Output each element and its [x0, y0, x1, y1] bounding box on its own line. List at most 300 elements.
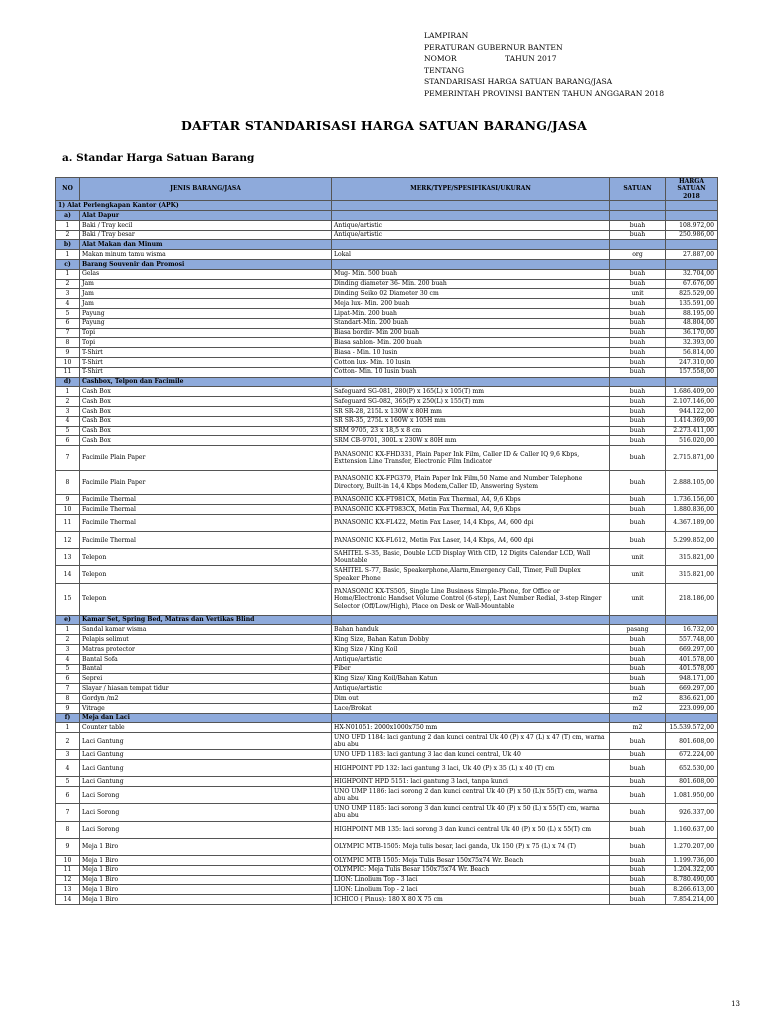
- cell-merk: SRM CB-9701, 300L x 230W x 80H mm: [332, 436, 610, 446]
- category-no: d): [56, 377, 80, 387]
- cell-no: 1: [56, 625, 80, 635]
- cell-satuan: buah: [610, 777, 666, 787]
- table-row: [56, 645, 718, 655]
- table-row: [56, 684, 718, 694]
- cell-satuan: buah: [610, 635, 666, 645]
- cell-merk: HIGHPOINT HPD 5151: laci gantung 3 laci, tanpa kunci: [332, 777, 610, 787]
- cell-satuan: buah: [610, 436, 666, 446]
- cell-no: 2: [56, 397, 80, 407]
- cell-satuan: unit: [610, 289, 666, 299]
- cell-no: 6: [56, 436, 80, 446]
- cell-harga: 67.676,00: [666, 279, 718, 289]
- cell-satuan: buah: [610, 406, 666, 416]
- empty-cell: [666, 240, 718, 250]
- table-row: [56, 406, 718, 416]
- cell-merk: PANASONIC KX-FHD331, Plain Paper Ink Film, Caller ID & Caller IQ 9,6 Kbps, Exttension Line Transfer, Electronic Film Indicator: [332, 446, 610, 471]
- cell-satuan: buah: [610, 338, 666, 348]
- cell-merk: Lokal: [332, 250, 610, 260]
- cell-satuan: buah: [610, 760, 666, 777]
- cell-no: 15: [56, 583, 80, 615]
- cell-satuan: buah: [610, 318, 666, 328]
- cell-jenis: Laci Sorong: [80, 787, 332, 804]
- cell-merk: OLYMPIC MTB-1505: Meja tulis besar, laci ganda, Uk 150 (P) x 75 (L) x 74 (T): [332, 838, 610, 855]
- cell-jenis: Facimile Plain Paper: [80, 470, 332, 495]
- cell-satuan: buah: [610, 654, 666, 664]
- header-line: PEMERINTAH PROVINSI BANTEN TAHUN ANGGARAN 2018: [424, 88, 665, 98]
- cell-harga: 557.748,00: [666, 635, 718, 645]
- table-row: [56, 397, 718, 407]
- cell-satuan: buah: [610, 787, 666, 804]
- empty-cell: [666, 211, 718, 221]
- table-row: [56, 674, 718, 684]
- cell-no: 6: [56, 674, 80, 684]
- cell-satuan: buah: [610, 367, 666, 377]
- category-name: Barang Souvenir dan Promosi: [80, 260, 332, 270]
- cell-jenis: Meja 1 Biro: [80, 855, 332, 865]
- table-row: [56, 279, 718, 289]
- empty-cell: [610, 713, 666, 723]
- cell-jenis: Cash Box: [80, 426, 332, 436]
- cell-harga: 2.888.105,00: [666, 470, 718, 495]
- cell-harga: 36.170,00: [666, 328, 718, 338]
- cell-no: 3: [56, 645, 80, 655]
- cell-merk: ICHICO ( Pinus): 180 X 80 X 75 cm: [332, 895, 610, 905]
- header-line: TENTANG: [424, 65, 465, 75]
- category-no: a): [56, 211, 80, 221]
- cell-jenis: Meja 1 Biro: [80, 885, 332, 895]
- cell-merk: Lipat-Min. 200 buah: [332, 308, 610, 318]
- cell-satuan: buah: [610, 230, 666, 240]
- cell-no: 7: [56, 684, 80, 694]
- table-row: [56, 664, 718, 674]
- col-header-satuan: SATUAN: [610, 178, 666, 201]
- table-row: [56, 436, 718, 446]
- cell-merk: King Size, Bahan Katun Dobby: [332, 635, 610, 645]
- table-row: [56, 230, 718, 240]
- cell-jenis: Facimile Thermal: [80, 505, 332, 515]
- cell-jenis: Baki / Tray besar: [80, 230, 332, 240]
- cell-jenis: Facimile Thermal: [80, 532, 332, 549]
- empty-cell: [666, 615, 718, 625]
- cell-merk: UNO UMP 1185: laci sorong 3 dan kunci central Uk 40 (P) x 50 (L) x 55(T) cm, warna abu abu: [332, 804, 610, 821]
- cell-harga: 944.122,00: [666, 406, 718, 416]
- category-no: e): [56, 615, 80, 625]
- cell-satuan: buah: [610, 733, 666, 750]
- cell-jenis: Topi: [80, 328, 332, 338]
- cell-harga: 2.715.871,00: [666, 446, 718, 471]
- cell-no: 6: [56, 318, 80, 328]
- cell-jenis: Cash Box: [80, 406, 332, 416]
- cell-satuan: buah: [610, 308, 666, 318]
- cell-merk: OLYMPIC: Meja Tulis Besar 150x75x74 Wr. Beach: [332, 865, 610, 875]
- cell-no: 11: [56, 367, 80, 377]
- cell-merk: PANASONIC KX-FPG379, Plain Paper Ink Film,50 Name and Number Telephone Directory, Built-in 14,4 Kbps Modem,Caller ID, Answering System: [332, 470, 610, 495]
- cell-no: 1: [56, 220, 80, 230]
- cell-merk: PANASONIC KX-FT981CX, Metin Fax Thermal, A4, 9,6 Kbps: [332, 495, 610, 505]
- cell-jenis: Makan minum tamu wisma: [80, 250, 332, 260]
- col-header-merk: MERK/TYPE/SPESIFIKASI/UKURAN: [332, 178, 610, 201]
- cell-no: 3: [56, 406, 80, 416]
- table-row: [56, 348, 718, 358]
- cell-harga: 1.736.156,00: [666, 495, 718, 505]
- table-row: [56, 416, 718, 426]
- cell-satuan: m2: [610, 723, 666, 733]
- cell-no: 9: [56, 703, 80, 713]
- table-row: [56, 328, 718, 338]
- table-row: [56, 220, 718, 230]
- cell-harga: 223.099,00: [666, 703, 718, 713]
- table-row: [56, 625, 718, 635]
- cell-jenis: T-Shirt: [80, 357, 332, 367]
- empty-cell: [332, 377, 610, 387]
- header-line: LAMPIRAN: [424, 31, 469, 40]
- cell-harga: 801.608,00: [666, 733, 718, 750]
- cell-jenis: Vitrage: [80, 703, 332, 713]
- empty-cell: [610, 260, 666, 270]
- cell-no: 7: [56, 446, 80, 471]
- cell-satuan: org: [610, 250, 666, 260]
- cell-no: 2: [56, 733, 80, 750]
- table-row: [56, 318, 718, 328]
- page-number: 13: [731, 1000, 740, 1008]
- table-row: [56, 694, 718, 704]
- cell-no: 12: [56, 532, 80, 549]
- cell-satuan: buah: [610, 865, 666, 875]
- cell-satuan: buah: [610, 220, 666, 230]
- cell-harga: 108.972,00: [666, 220, 718, 230]
- cell-merk: Dinding Seiko 02 Diameter 30 cm: [332, 289, 610, 299]
- cell-jenis: Matras protector: [80, 645, 332, 655]
- col-header-no: NO: [56, 178, 80, 201]
- cell-jenis: Gelas: [80, 269, 332, 279]
- cell-harga: 32.704,00: [666, 269, 718, 279]
- table-header-row: [56, 178, 718, 201]
- cell-satuan: buah: [610, 895, 666, 905]
- cell-no: 3: [56, 750, 80, 760]
- cell-merk: Biasa - Min. 10 lusin: [332, 348, 610, 358]
- cell-no: 11: [56, 865, 80, 875]
- cell-harga: 801.608,00: [666, 777, 718, 787]
- category-row: [56, 260, 718, 270]
- table-row: [56, 750, 718, 760]
- cell-harga: 15.539.572,00: [666, 723, 718, 733]
- cell-jenis: Laci Gantung: [80, 777, 332, 787]
- cell-jenis: Laci Sorong: [80, 821, 332, 838]
- cell-no: 11: [56, 514, 80, 531]
- cell-no: 9: [56, 495, 80, 505]
- cell-merk: King Size / King Koil: [332, 645, 610, 655]
- col-header-jenis: JENIS BARANG/JASA: [80, 178, 332, 201]
- cell-jenis: Bantal: [80, 664, 332, 674]
- table-row: [56, 733, 718, 750]
- category-no: c): [56, 260, 80, 270]
- empty-cell: [332, 260, 610, 270]
- cell-merk: Cotton lux- Min. 10 lusin: [332, 357, 610, 367]
- category-row: [56, 240, 718, 250]
- table-row: [56, 804, 718, 821]
- cell-merk: Cotton- Min. 10 lusin buah: [332, 367, 610, 377]
- cell-harga: 218.186,00: [666, 583, 718, 615]
- cell-merk: Antique/artistic: [332, 230, 610, 240]
- cell-no: 9: [56, 838, 80, 855]
- cell-satuan: buah: [610, 750, 666, 760]
- cell-harga: 48.804,00: [666, 318, 718, 328]
- cell-no: 7: [56, 804, 80, 821]
- cell-jenis: Bantal Sofa: [80, 654, 332, 664]
- cell-jenis: Jam: [80, 289, 332, 299]
- cell-no: 10: [56, 855, 80, 865]
- cell-merk: Fiber: [332, 664, 610, 674]
- cell-satuan: buah: [610, 505, 666, 515]
- cell-no: 2: [56, 279, 80, 289]
- category-row: [56, 377, 718, 387]
- table-body: [56, 201, 718, 905]
- cell-no: 7: [56, 328, 80, 338]
- cell-satuan: buah: [610, 664, 666, 674]
- cell-merk: Safeguard SG-081, 280(P) x 165(L) x 105(T) mm: [332, 387, 610, 397]
- cell-satuan: m2: [610, 694, 666, 704]
- cell-jenis: Meja 1 Biro: [80, 895, 332, 905]
- table-row: [56, 566, 718, 583]
- cell-jenis: Cash Box: [80, 436, 332, 446]
- cell-harga: 1.414.369,00: [666, 416, 718, 426]
- cell-no: 1: [56, 250, 80, 260]
- table-row: [56, 514, 718, 531]
- empty-cell: [332, 240, 610, 250]
- cell-merk: PANASONIC KX-FL612, Metin Fax Laser, 14,4 Kbps, A4, 600 dpi: [332, 532, 610, 549]
- cell-satuan: buah: [610, 328, 666, 338]
- cell-harga: 2.273.411,00: [666, 426, 718, 436]
- empty-cell: [610, 240, 666, 250]
- cell-satuan: buah: [610, 645, 666, 655]
- cell-harga: 669.297,00: [666, 645, 718, 655]
- table-row: [56, 723, 718, 733]
- cell-merk: HIGHPOINT MB 135: laci sorong 3 dan kunci central Uk 40 (P) x 50 (L) x 55(T) cm: [332, 821, 610, 838]
- cell-jenis: Meja 1 Biro: [80, 875, 332, 885]
- table-row: [56, 760, 718, 777]
- empty-cell: [332, 713, 610, 723]
- cell-harga: 135.591,00: [666, 299, 718, 309]
- cell-merk: SR SR-35, 275L x 160W x 105H mm: [332, 416, 610, 426]
- cell-satuan: buah: [610, 357, 666, 367]
- table-row: [56, 821, 718, 838]
- cell-merk: LION: Linolium Top - 2 laci: [332, 885, 610, 895]
- empty-cell: [610, 377, 666, 387]
- cell-jenis: Meja 1 Biro: [80, 865, 332, 875]
- cell-no: 2: [56, 230, 80, 240]
- cell-merk: SAHITEL S-77, Basic, Speakerphone,Alarm,Emergency Call, Timer, Full Duplex Speaker Phone: [332, 566, 610, 583]
- cell-jenis: Facimile Plain Paper: [80, 446, 332, 471]
- table-row: [56, 895, 718, 905]
- category-row: [56, 211, 718, 221]
- table-row: [56, 787, 718, 804]
- cell-satuan: buah: [610, 416, 666, 426]
- cell-no: 10: [56, 357, 80, 367]
- cell-satuan: buah: [610, 348, 666, 358]
- table-row: [56, 549, 718, 566]
- document-title: DAFTAR STANDARISASI HARGA SATUAN BARANG/JASA: [180, 118, 588, 133]
- cell-satuan: buah: [610, 684, 666, 694]
- nomor-label: NOMOR: [424, 54, 457, 64]
- cell-satuan: m2: [610, 703, 666, 713]
- empty-cell: [610, 211, 666, 221]
- table-row: [56, 387, 718, 397]
- table-row: [56, 426, 718, 436]
- cell-satuan: buah: [610, 387, 666, 397]
- cell-jenis: T-Shirt: [80, 348, 332, 358]
- table-row: [56, 875, 718, 885]
- cell-jenis: Payung: [80, 308, 332, 318]
- cell-harga: 1.686.409,00: [666, 387, 718, 397]
- cell-no: 6: [56, 787, 80, 804]
- cell-merk: Dim out: [332, 694, 610, 704]
- cell-satuan: buah: [610, 269, 666, 279]
- cell-harga: 672.224,00: [666, 750, 718, 760]
- table-row: [56, 865, 718, 875]
- cell-satuan: unit: [610, 566, 666, 583]
- cell-merk: Antique/artistic: [332, 220, 610, 230]
- cell-merk: Meja lux- Min. 200 buah: [332, 299, 610, 309]
- cell-satuan: buah: [610, 838, 666, 855]
- cell-merk: PANASONIC KX-FL422, Metin Fax Laser, 14,4 Kbps, A4, 600 dpi: [332, 514, 610, 531]
- cell-jenis: Seprei: [80, 674, 332, 684]
- cell-harga: 1.199.736,00: [666, 855, 718, 865]
- cell-merk: HIGHPOINT PD 132: laci gantung 3 laci, Uk 40 (P) x 35 (L) x 40 (T) cm: [332, 760, 610, 777]
- cell-harga: 4.367.189,00: [666, 514, 718, 531]
- empty-cell: [666, 377, 718, 387]
- cell-harga: 27.887,00: [666, 250, 718, 260]
- table-row: [56, 338, 718, 348]
- price-table: [55, 177, 718, 905]
- cell-merk: OLYMPIC MTB 1505: Meja Tulis Besar 150x75x74 Wr. Beach: [332, 855, 610, 865]
- cell-harga: 825.529,00: [666, 289, 718, 299]
- category-no: f): [56, 713, 80, 723]
- cell-no: 2: [56, 635, 80, 645]
- cell-merk: PANASONIC KX-FT983CX, Metin Fax Thermal, A4, 9,6 Kbps: [332, 505, 610, 515]
- nomor-value: TAHUN 2017: [505, 54, 557, 64]
- cell-no: 4: [56, 416, 80, 426]
- table-row: [56, 308, 718, 318]
- category-name: Cashbox, Telpon dan Facimile: [80, 377, 332, 387]
- table-row: [56, 250, 718, 260]
- cell-jenis: Facimile Thermal: [80, 495, 332, 505]
- header-nomor: [424, 53, 664, 65]
- cell-harga: 1.160.637,00: [666, 821, 718, 838]
- cell-satuan: buah: [610, 875, 666, 885]
- cell-harga: 247.310,00: [666, 357, 718, 367]
- table-row: [56, 289, 718, 299]
- table-row: [56, 269, 718, 279]
- cell-jenis: Facimile Thermal: [80, 514, 332, 531]
- cell-no: 3: [56, 289, 80, 299]
- cell-jenis: Payung: [80, 318, 332, 328]
- cell-harga: 401.578,00: [666, 664, 718, 674]
- cell-merk: SAHITEL S-35, Basic, Double LCD Display With CID, 12 Digits Calendar LCD, Wall Mountable: [332, 549, 610, 566]
- cell-no: 5: [56, 426, 80, 436]
- cell-merk: SR SR-28, 215L x 130W x 80H mm: [332, 406, 610, 416]
- col-header-harga: HARGA SATUAN 2018: [666, 178, 718, 201]
- cell-satuan: buah: [610, 885, 666, 895]
- lampiran-header: [424, 30, 664, 100]
- cell-satuan: unit: [610, 549, 666, 566]
- cell-merk: Bahan handuk: [332, 625, 610, 635]
- cell-satuan: buah: [610, 855, 666, 865]
- group-label: 1) Alat Perlengkapan Kantor (APK): [56, 201, 332, 211]
- cell-harga: 8.266.613,00: [666, 885, 718, 895]
- cell-no: 10: [56, 505, 80, 515]
- cell-harga: 7.854.214,00: [666, 895, 718, 905]
- table-row: [56, 357, 718, 367]
- table-row: [56, 446, 718, 471]
- cell-no: 9: [56, 348, 80, 358]
- cell-harga: 948.171,00: [666, 674, 718, 684]
- category-row: [56, 615, 718, 625]
- cell-satuan: buah: [610, 470, 666, 495]
- category-row: [56, 713, 718, 723]
- cell-merk: Lace/Brokat: [332, 703, 610, 713]
- cell-no: 4: [56, 299, 80, 309]
- category-name: Kamar Set, Spring Bed, Matras dan Vertikas Blind: [80, 615, 332, 625]
- cell-merk: PANASONIC KX-TS505, Single Line Business Simple-Phone, for Office or Home/Electronic Handset Volume Control (6-step), Last Number Redial, 3-step Ringer Selector (Off/Low/High), Place on Desk or Wall-Mountable: [332, 583, 610, 615]
- cell-no: 8: [56, 338, 80, 348]
- cell-harga: 8.780.490,00: [666, 875, 718, 885]
- cell-harga: 315.821,00: [666, 566, 718, 583]
- cell-jenis: Laci Gantung: [80, 760, 332, 777]
- header-line: STANDARISASI HARGA SATUAN BARANG/JASA: [424, 77, 613, 87]
- cell-jenis: Jam: [80, 299, 332, 309]
- cell-merk: Antique/artistic: [332, 684, 610, 694]
- cell-satuan: pasang: [610, 625, 666, 635]
- cell-no: 8: [56, 694, 80, 704]
- cell-merk: HX-N01051: 2000x1000x750 mm: [332, 723, 610, 733]
- table-row: [56, 495, 718, 505]
- cell-merk: Biasa bordir- Min 200 buah: [332, 328, 610, 338]
- cell-satuan: buah: [610, 299, 666, 309]
- cell-merk: Biasa sablon- Min. 200 buah: [332, 338, 610, 348]
- cell-merk: Safeguard SG-082, 365(P) x 250(L) x 155(T) mm: [332, 397, 610, 407]
- cell-harga: 16.732,00: [666, 625, 718, 635]
- cell-merk: Dinding diameter 36- Min. 200 buah: [332, 279, 610, 289]
- cell-jenis: Telepon: [80, 566, 332, 583]
- cell-satuan: buah: [610, 821, 666, 838]
- cell-jenis: Slayar / hiasan tempat tidur: [80, 684, 332, 694]
- table-row: [56, 505, 718, 515]
- cell-jenis: Laci Sorong: [80, 804, 332, 821]
- cell-no: 4: [56, 654, 80, 664]
- cell-no: 8: [56, 821, 80, 838]
- cell-merk: SRM 9705, 23 x 18,5 x 8 cm: [332, 426, 610, 436]
- cell-satuan: buah: [610, 495, 666, 505]
- cell-jenis: Topi: [80, 338, 332, 348]
- category-no: b): [56, 240, 80, 250]
- table-row: [56, 885, 718, 895]
- cell-satuan: buah: [610, 397, 666, 407]
- empty-cell: [666, 713, 718, 723]
- cell-no: 5: [56, 777, 80, 787]
- cell-harga: 652.530,00: [666, 760, 718, 777]
- cell-satuan: buah: [610, 426, 666, 436]
- cell-no: 5: [56, 664, 80, 674]
- cell-no: 13: [56, 549, 80, 566]
- table-row: [56, 654, 718, 664]
- empty-cell: [666, 260, 718, 270]
- cell-satuan: buah: [610, 674, 666, 684]
- cell-satuan: buah: [610, 514, 666, 531]
- table-row: [56, 367, 718, 377]
- cell-harga: 926.337,00: [666, 804, 718, 821]
- table-row: [56, 635, 718, 645]
- cell-harga: 1.081.950,00: [666, 787, 718, 804]
